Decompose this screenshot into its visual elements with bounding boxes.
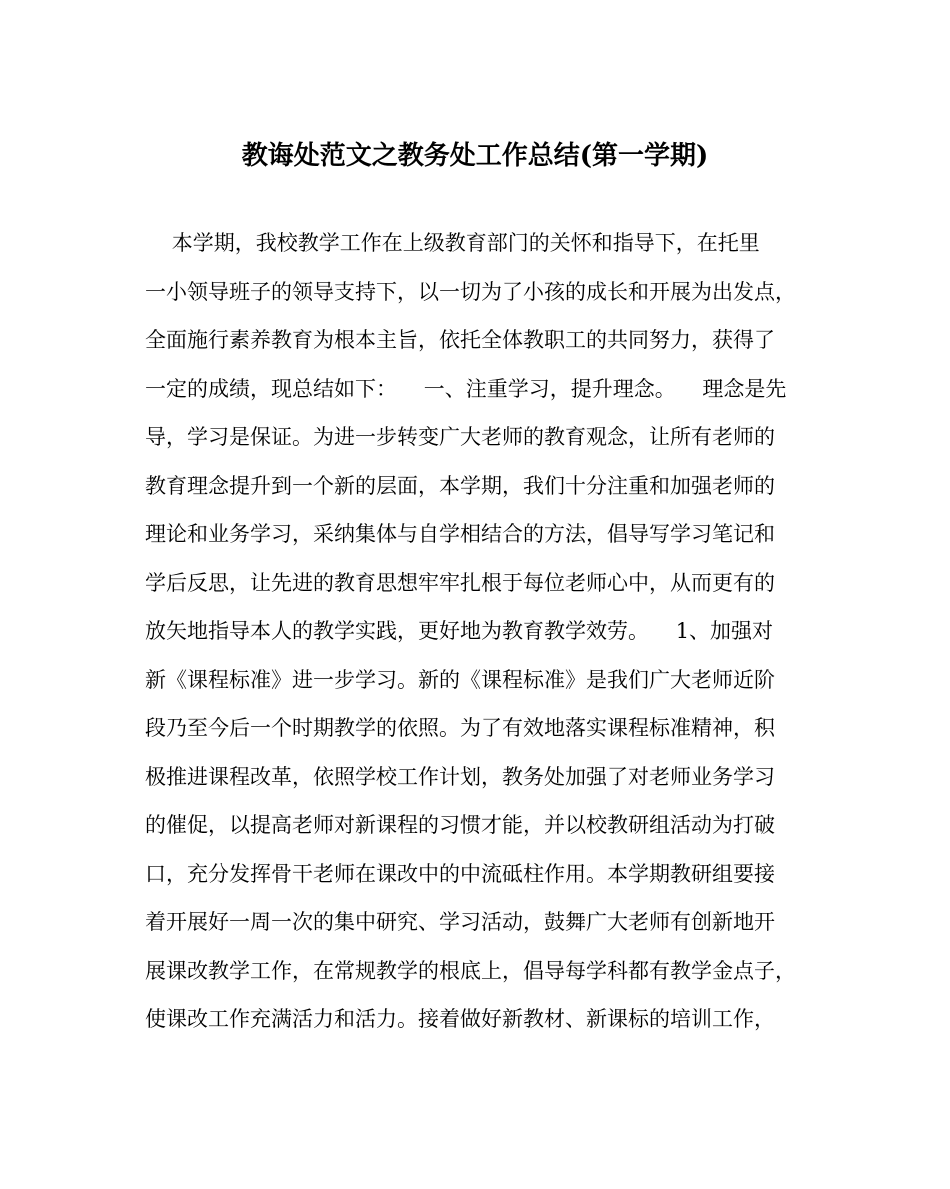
body-line: 的催促，以提高老师对新课程的习惯才能，并以校教研组活动为打破 xyxy=(145,813,775,837)
body-line: 理论和业务学习，采纳集体与自学相结合的方法，倡导写学习笔记和 xyxy=(145,522,775,546)
body-line: 教育理念提升到一个新的层面，本学期，我们十分注重和加强老师的 xyxy=(145,473,775,498)
body-line: 新《课程标准》进一步学习。新的《课程标准》是我们广大老师近阶 xyxy=(145,667,775,692)
body-line: 导，学习是保证。为进一步转变广大老师的教育观念，让所有老师的 xyxy=(145,425,775,449)
body-line: 一小领导班子的领导支持下，以一切为了小孩的成长和开展为出发点， xyxy=(145,279,796,304)
document-title: 教诲处范文之教务处工作总结(第一学期) xyxy=(241,141,709,171)
body-line: 学后反思，让先进的教育思想牢牢扎根于每位老师心中，从而更有的 xyxy=(145,570,775,595)
body-line: 着开展好一周一次的集中研究、学习活动，鼓舞广大老师有创新地开 xyxy=(145,910,775,934)
body-line: 全面施行素养教育为根本主旨，依托全体教职工的共同努力，获得了 xyxy=(145,328,775,352)
body-line: 极推进课程改革，依照学校工作计划，教务处加强了对老师业务学习 xyxy=(145,764,775,789)
body-line: 本学期，我校教学工作在上级教育部门的关怀和指导下，在托里 xyxy=(145,231,760,255)
body-line: 段乃至今后一个时期教学的依照。为了有效地落实课程标准精神，积 xyxy=(145,716,775,740)
body-line: 口，充分发挥骨干老师在课改中的中流砥柱作用。本学期教研组要接 xyxy=(145,861,775,886)
body-line: 使课改工作充满活力和活力。接着做好新教材、新课标的培训工作， xyxy=(145,1007,775,1031)
body-line: 展课改教学工作，在常规教学的根底上，倡导每学科都有教学金点子， xyxy=(145,958,796,983)
document-body xyxy=(145,223,825,1048)
body-line: 一定的成绩，现总结如下： 一、注重学习，提升理念。 理念是先 xyxy=(145,376,787,401)
body-line: 放矢地指导本人的教学实践，更好地为教育教学效劳。 1、加强对 xyxy=(145,619,774,643)
